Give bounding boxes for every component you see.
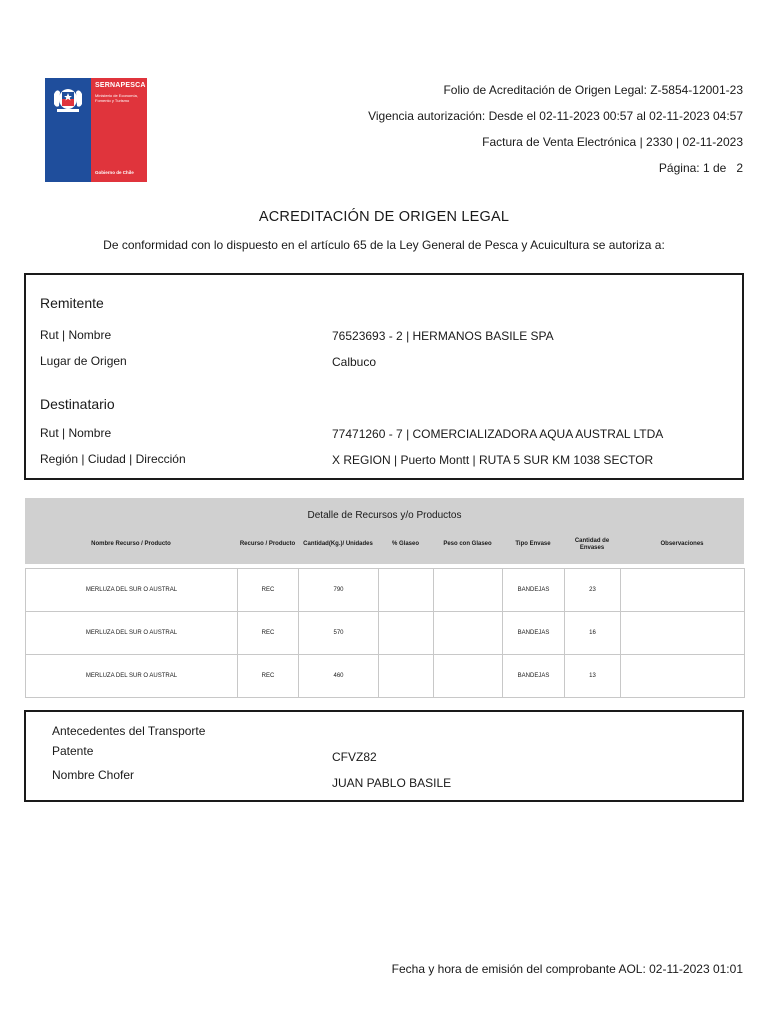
table-row: [26, 569, 745, 612]
table-caption: Detalle de Recursos y/o Productos: [307, 510, 462, 521]
destinatario-region-label: Región | Ciudad | Dirección: [40, 452, 186, 466]
sernapesca-logo: [45, 78, 147, 182]
table-cell: MERLUZA DEL SUR O AUSTRAL: [26, 612, 238, 655]
column-header: Tipo Envase: [515, 541, 551, 547]
column-header: Peso con Glaseo: [443, 541, 492, 547]
table-row: [26, 612, 745, 655]
logo-subtitle: Ministerio de Economía, Fomento y Turismo: [95, 93, 138, 103]
table-cell: BANDEJAS: [503, 655, 565, 698]
table-cell: 460: [299, 655, 379, 698]
table-cell: [379, 569, 434, 612]
table-cell: [621, 655, 745, 698]
folio-line: Folio de Acreditación de Origen Legal: Z-5854-12001-23: [443, 83, 743, 97]
column-header: Recurso / Producto: [239, 541, 296, 547]
table-cell: MERLUZA DEL SUR O AUSTRAL: [26, 655, 238, 698]
chofer-label: Nombre Chofer: [52, 768, 135, 782]
table-cell: [621, 612, 745, 655]
remitente-rut-value: 76523693 - 2 | HERMANOS BASILE SPA: [332, 329, 554, 343]
document-title: ACREDITACIÓN DE ORIGEN LEGAL: [258, 209, 510, 225]
table-header-band: [25, 498, 744, 564]
products-table: [25, 568, 744, 697]
column-header: Cantidad de Envases: [574, 538, 610, 551]
table-cell: BANDEJAS: [503, 569, 565, 612]
table-cell: MERLUZA DEL SUR O AUSTRAL: [26, 569, 238, 612]
table-cell: [379, 655, 434, 698]
vigencia-line: Vigencia autorización: Desde el 02-11-2023 00:57 al 02-11-2023 04:57: [368, 109, 743, 123]
destinatario-region-value: X REGION | Puerto Montt | RUTA 5 SUR KM 1038 SECTOR: [332, 453, 654, 467]
destinatario-rut-label: Rut | Nombre: [40, 426, 112, 440]
table-cell: REC: [238, 655, 299, 698]
table-cell: REC: [238, 612, 299, 655]
chofer-value: JUAN PABLO BASILE: [332, 776, 452, 790]
patente-label: Patente: [52, 744, 94, 758]
logo-footer: Gobierno de Chile: [95, 170, 134, 175]
document-intro: De conformidad con lo dispuesto en el artículo 65 de la Ley General de Pesca y Acuicultura se autoriza a:: [103, 238, 665, 252]
logo-title: SERNAPESCA: [95, 82, 146, 89]
table-cell: 23: [565, 569, 621, 612]
factura-line: Factura de Venta Electrónica | 2330 | 02-11-2023: [482, 135, 743, 149]
table-cell: [379, 612, 434, 655]
table-cell: [434, 655, 503, 698]
emission-timestamp: Fecha y hora de emisión del comprobante AOL: 02-11-2023 01:01: [391, 962, 743, 976]
table-cell: [434, 612, 503, 655]
column-header: % Glaseo: [391, 541, 419, 547]
coat-of-arms-icon: [51, 84, 85, 114]
column-header: Cantidad(Kg.)/ Unidades: [303, 541, 373, 547]
remitente-heading: Remitente: [40, 295, 104, 311]
table-cell: 790: [299, 569, 379, 612]
table-row: [26, 655, 745, 698]
parties-box: [24, 273, 744, 480]
table-cell: BANDEJAS: [503, 612, 565, 655]
destinatario-rut-value: 77471260 - 7 | COMERCIALIZADORA AQUA AUSTRAL LTDA: [332, 427, 664, 441]
page-number: Página: 1 de 2: [658, 161, 743, 175]
table-cell: [434, 569, 503, 612]
column-header: Observaciones: [660, 541, 704, 547]
remitente-origen-value: Calbuco: [332, 355, 377, 369]
table-cell: 16: [565, 612, 621, 655]
destinatario-heading: Destinatario: [40, 396, 115, 412]
transport-heading: Antecedentes del Transporte: [52, 724, 206, 738]
remitente-rut-label: Rut | Nombre: [40, 328, 112, 342]
column-header: Nombre Recurso / Producto: [91, 541, 171, 547]
patente-value: CFVZ82: [332, 750, 377, 764]
table-cell: 570: [299, 612, 379, 655]
remitente-origen-label: Lugar de Origen: [40, 354, 127, 368]
table-cell: [621, 569, 745, 612]
table-cell: REC: [238, 569, 299, 612]
table-cell: 13: [565, 655, 621, 698]
